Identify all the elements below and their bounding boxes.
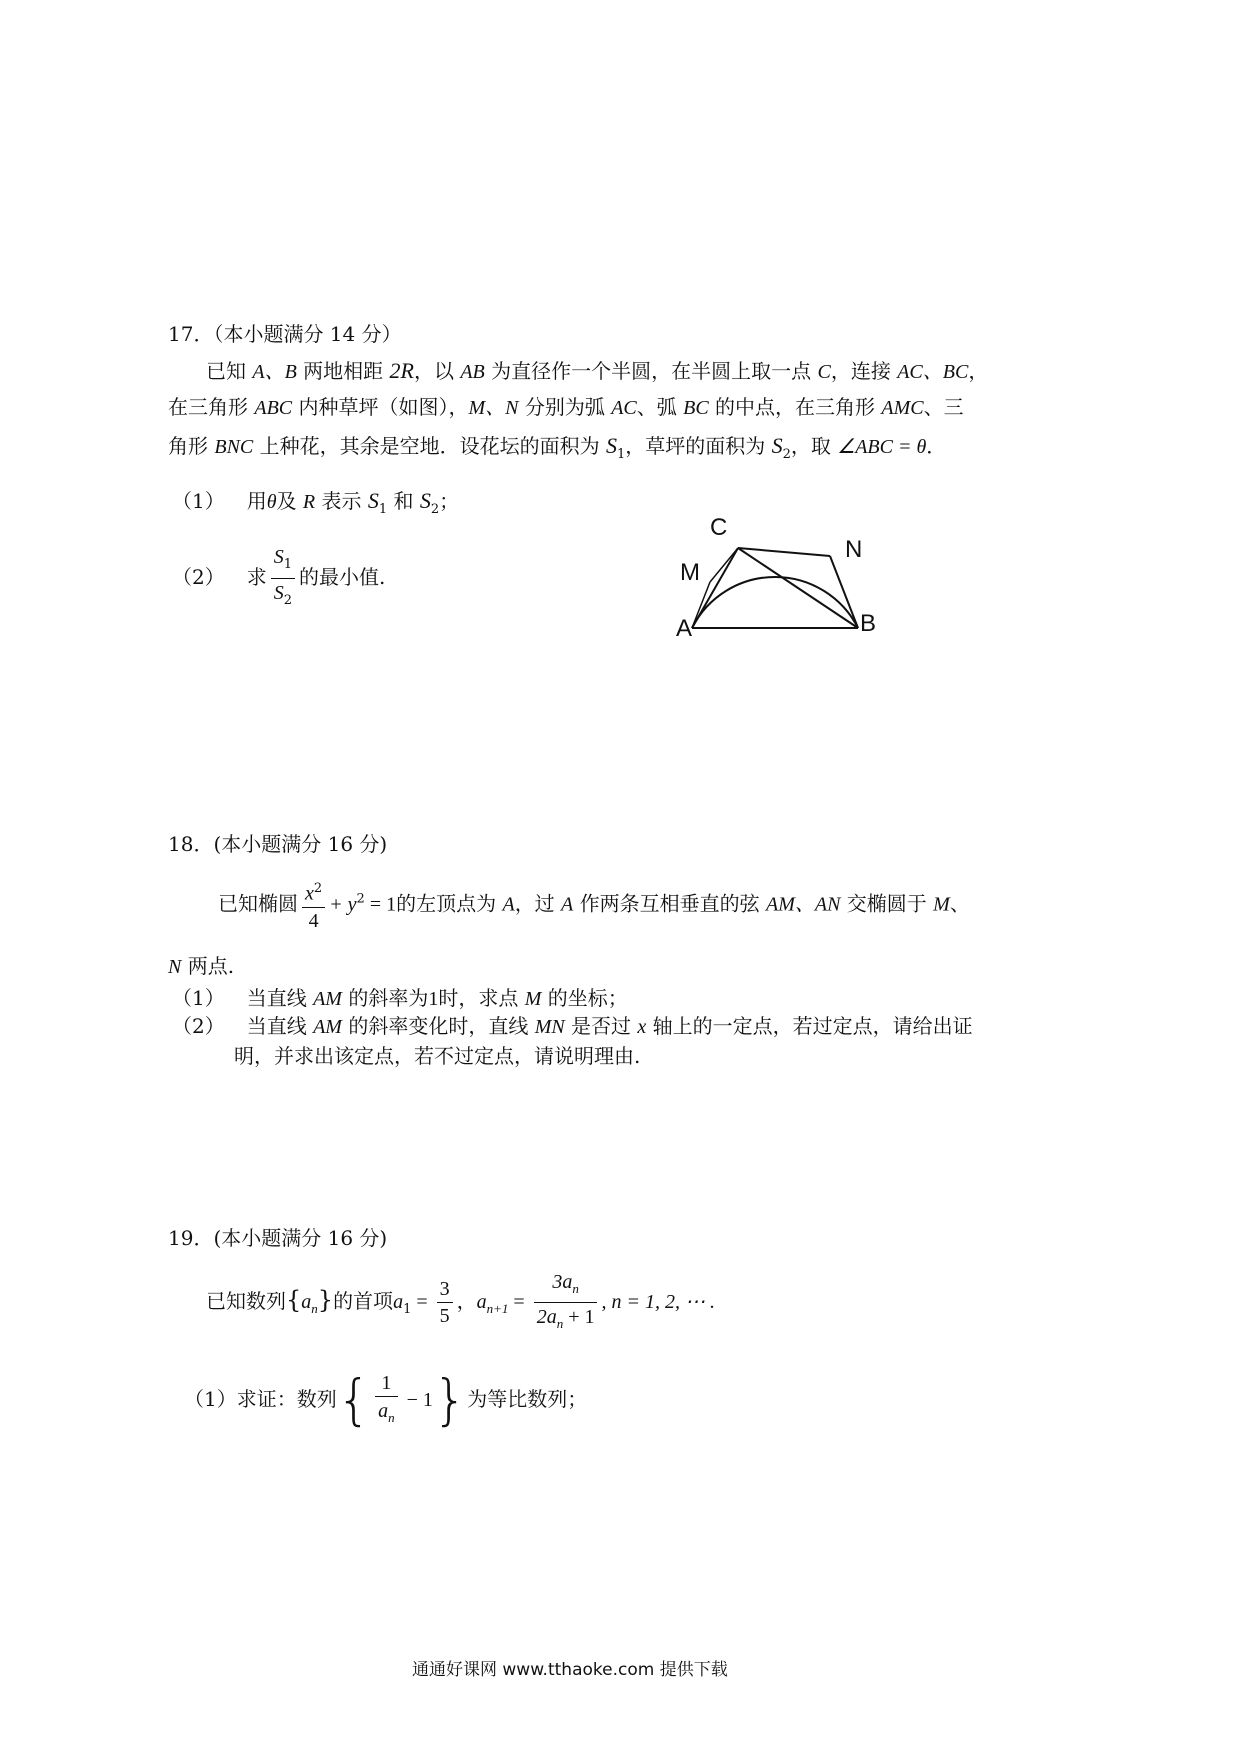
q18-line2: N 两点. (168, 954, 235, 978)
q18-fraction: $\frac{x^2}{4}$ (302, 876, 325, 934)
q19-recurrence-fraction: $\frac{3a_n}{2a_n + 1}$ (534, 1268, 598, 1337)
q18-part2: （2） 当直线 AM 的斜率变化时，直线 MN 是否过 x 轴上的一定点，若过定点，请给出证 (172, 1014, 973, 1038)
label-a: A (676, 615, 693, 642)
label-n: N (845, 536, 863, 563)
chord-bc (738, 548, 858, 628)
label-c: C (710, 514, 728, 541)
q18-part2-line2: 明，并求出该定点，若不过定点，请说明理由. (234, 1044, 641, 1068)
q17-part1: （1） 用θ及 R 表示 $S_1$ 和 $S_2$； (172, 488, 460, 517)
q19-line1: 已知数列$\{a_n\}$的首项$a_1$ = $\frac{3}{5}$ ，$a_{n+1}$ = $\frac{3a_n}{2a_n + 1}$ , n = 1, 2, ⋯ . (206, 1268, 715, 1337)
chord-mc (710, 548, 738, 582)
q17-line1: 已知 A、B 两地相距 2R，以 AB 为直径作一个半圆，在半圆上取一点 C，连接 AC、BC， (206, 358, 989, 383)
q18-heading: 18．(本小题满分 16 分) (168, 832, 388, 856)
chord-cn (738, 548, 830, 556)
q17-fraction: $\frac{S_1}{S_2}$ (271, 543, 295, 614)
label-m: M (680, 559, 700, 586)
q17-heading: 17．（本小题满分 14 分） (168, 322, 402, 346)
q19-a1-fraction: $\frac{3}{5}$ (437, 1276, 453, 1329)
q18-line1: 已知椭圆 $\frac{x^2}{4}$ + $y^2 = 1$的左顶点为 A，过 A 作两条互相垂直的弦 AM、AN 交椭圆于 M、 (218, 876, 970, 934)
q19-heading: 19．(本小题满分 16 分) (168, 1226, 388, 1250)
q18-part1: （1） 当直线 AM 的斜率为1时，求点 M 的坐标； (172, 986, 628, 1010)
q19-part1-fraction: $\frac{1}{a_n}$ (375, 1370, 398, 1431)
q17-line3: 角形 BNC 上种花，其余是空地．设花坛的面积为 $S_1$，草坪的面积为 $S_2$，取 ∠ABC = θ． (168, 433, 947, 462)
q17-part2: （2） 求 $\frac{S_1}{S_2}$ 的最小值. (172, 543, 385, 614)
q17-line2: 在三角形 ABC 内种草坪（如图），M、N 分别为弧 AC、弧 BC 的中点，在三角形 AMC、三 (168, 395, 964, 419)
q19-part1: （1）求证：数列{ $\frac{1}{a_n}$ − 1}为等比数列； (184, 1368, 588, 1432)
label-b: B (860, 610, 877, 637)
page-footer: 通通好课网 www.tthaoke.com 提供下载 (412, 1660, 728, 1680)
semicircle-figure (670, 510, 890, 645)
chord-nb (830, 556, 858, 628)
